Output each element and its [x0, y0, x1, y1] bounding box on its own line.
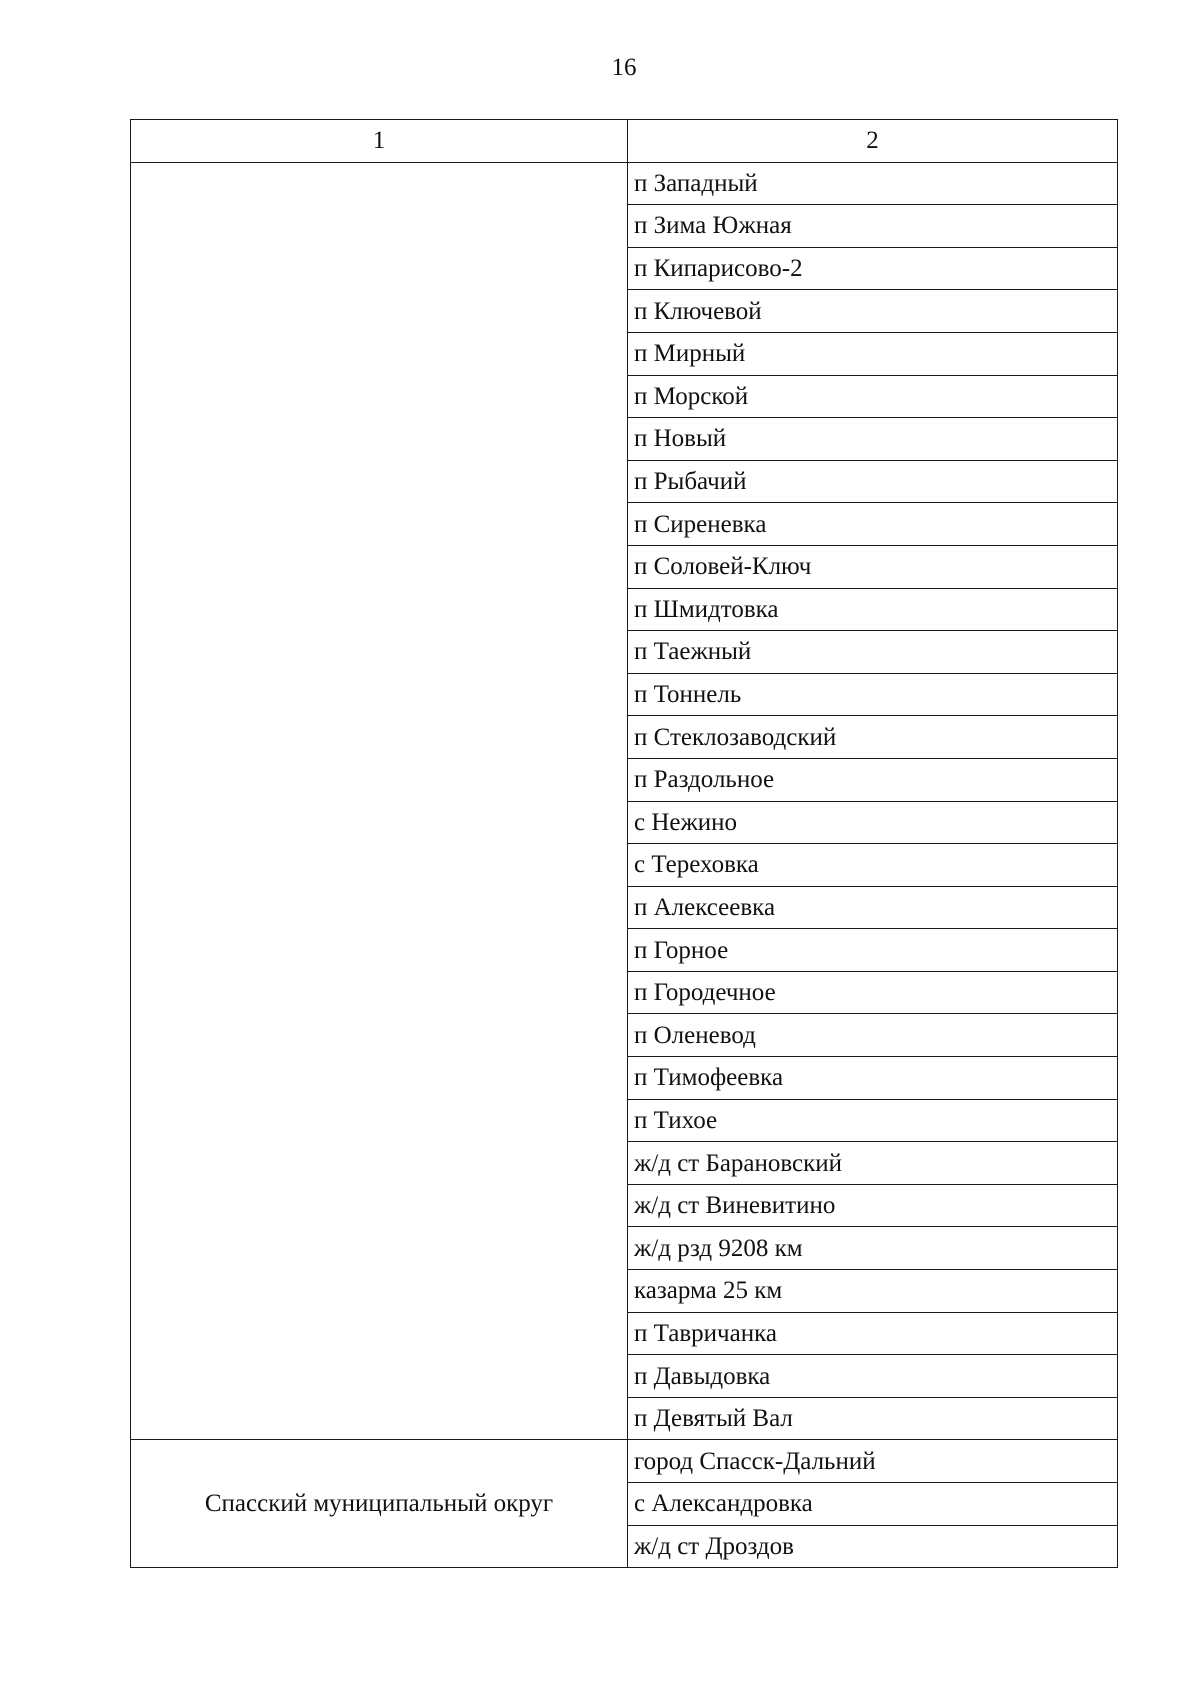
settlement-cell: п Давыдовка: [628, 1355, 1118, 1398]
table-row: [131, 162, 1118, 205]
settlement-cell: п Зима Южная: [628, 205, 1118, 248]
settlement-cell: п Тихое: [628, 1099, 1118, 1142]
settlement-cell: п Соловей-Ключ: [628, 545, 1118, 588]
settlement-cell: ж/д ст Барановский: [628, 1142, 1118, 1185]
settlement-cell: п Ключевой: [628, 290, 1118, 333]
settlement-cell: с Нежино: [628, 801, 1118, 844]
settlement-cell: п Тимофеевка: [628, 1057, 1118, 1100]
settlement-cell: п Оленевод: [628, 1014, 1118, 1057]
table-body: [131, 120, 1118, 1568]
table-header-row: [131, 120, 1118, 163]
settlement-cell: п Западный: [628, 162, 1118, 205]
settlement-cell: с Александровка: [628, 1483, 1118, 1526]
settlement-cell: ж/д ст Дроздов: [628, 1525, 1118, 1568]
settlement-cell: п Тавричанка: [628, 1312, 1118, 1355]
settlement-cell: п Мирный: [628, 332, 1118, 375]
settlement-cell: п Сиреневка: [628, 503, 1118, 546]
district-cell: Спасский муниципальный округ: [131, 1440, 628, 1568]
settlement-cell: с Тереховка: [628, 844, 1118, 887]
settlements-table: [130, 119, 1118, 1568]
column-header-1: 1: [131, 120, 628, 163]
settlement-cell: казарма 25 км: [628, 1270, 1118, 1313]
settlement-cell: п Морской: [628, 375, 1118, 418]
settlement-cell: п Новый: [628, 418, 1118, 461]
settlement-cell: п Тоннель: [628, 673, 1118, 716]
settlement-cell: п Алексеевка: [628, 886, 1118, 929]
column-header-2: 2: [628, 120, 1118, 163]
settlement-cell: п Горное: [628, 929, 1118, 972]
settlement-cell: п Кипарисово-2: [628, 247, 1118, 290]
table-row: [131, 1440, 1118, 1483]
settlement-cell: п Городечное: [628, 971, 1118, 1014]
settlement-cell: п Рыбачий: [628, 460, 1118, 503]
page-number: 16: [611, 54, 637, 81]
settlement-cell: ж/д рзд 9208 км: [628, 1227, 1118, 1270]
settlement-cell: город Спасск-Дальний: [628, 1440, 1118, 1483]
settlement-cell: ж/д ст Виневитино: [628, 1184, 1118, 1227]
settlement-cell: п Стеклозаводский: [628, 716, 1118, 759]
settlement-cell: п Девятый Вал: [628, 1397, 1118, 1440]
settlement-cell: п Шмидтовка: [628, 588, 1118, 631]
settlement-cell: п Таежный: [628, 631, 1118, 674]
settlement-cell: п Раздольное: [628, 758, 1118, 801]
district-cell: [131, 162, 628, 1440]
